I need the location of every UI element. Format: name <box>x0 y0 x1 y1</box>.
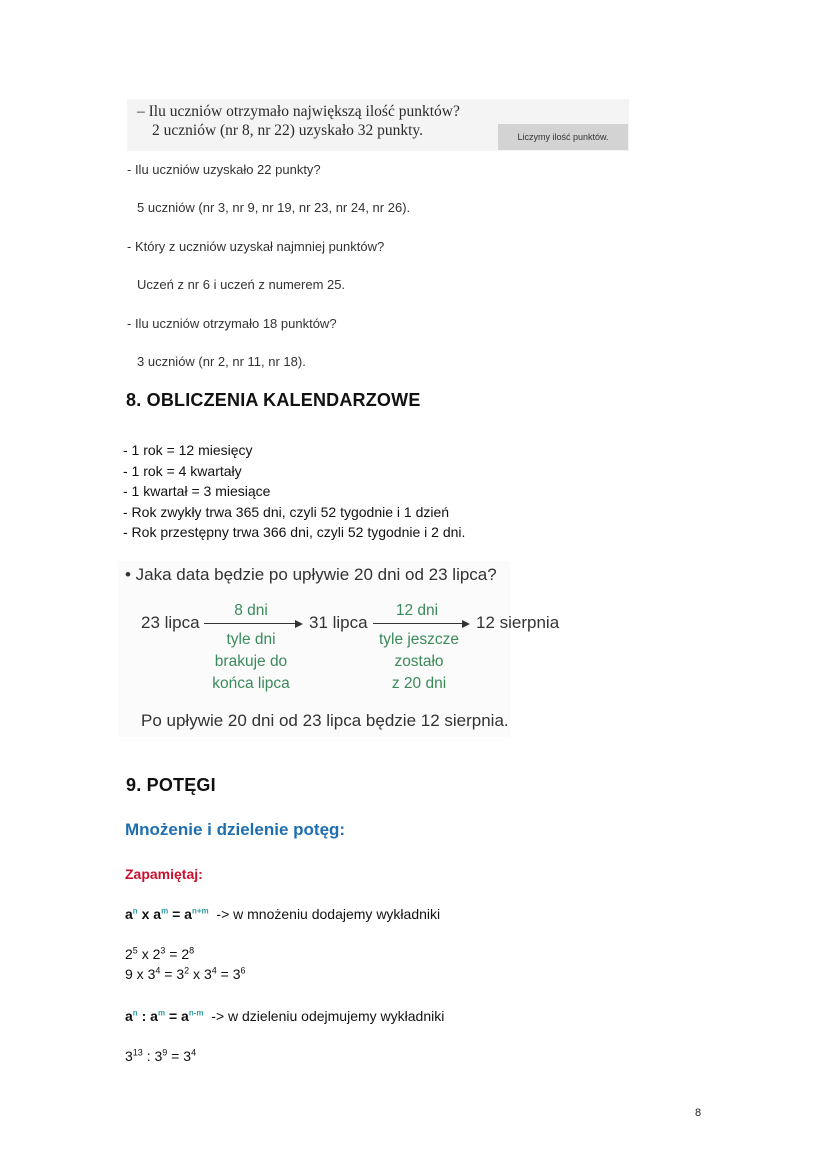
question-2: - Który z uczniów uzyskał najmniej punktów? <box>127 239 385 254</box>
question-3: - Ilu uczniów otrzymało 18 punktów? <box>127 316 337 331</box>
page-number: 8 <box>695 1107 702 1119</box>
rule-item: - 1 kwartał = 3 miesiące <box>123 483 271 499</box>
division-example: $3^{13}$ : $3^9 = 3^4$ <box>125 1047 197 1064</box>
example-answer: Po upływie 20 dni od 23 lipca będzie 12 sierpnia. <box>141 711 509 730</box>
arrow-2-line <box>373 623 463 624</box>
calendar-rules <box>123 440 465 543</box>
arrow-1-head <box>295 620 303 628</box>
step1-label: 8 dni <box>234 602 268 619</box>
section-9-subtitle: Mnożenie i dzielenie potęg: <box>125 820 346 839</box>
multiplication-example-1: $2^5$ x $2^3 = 2^8$ <box>125 945 195 962</box>
answer-2: Uczeń z nr 6 i uczeń z numerem 25. <box>137 277 346 292</box>
step1-note: tyle dni brakuje do końca lipca <box>212 631 290 692</box>
step2-label: 12 dni <box>395 602 439 619</box>
rule-item: - 1 rok = 4 kwartały <box>123 462 242 479</box>
remember-label: Zapamiętaj: <box>125 866 203 882</box>
rule-item: - 1 rok = 12 miesięcy <box>123 442 253 458</box>
answer-1: 5 uczniów (nr 3, nr 9, nr 19, nr 23, nr 24, nr 26). <box>137 200 411 215</box>
start-date: 23 lipca <box>141 613 200 632</box>
question-1: - Ilu uczniów uzyskało 22 punkty? <box>127 162 321 177</box>
end-date: 12 sierpnia <box>476 613 560 632</box>
answer-3: 3 uczniów (nr 2, nr 11, nr 18). <box>137 354 306 369</box>
multiplication-rule: $a^n$ x $a^m = a^{n+m} -> w$ mnożeniu dodajemy wykładniki <box>125 906 441 922</box>
section-9-title: 9. POTĘGI <box>126 775 216 795</box>
scan-note: Liczymy ilość punktów. <box>498 124 628 150</box>
rule-item: - Rok zwykły trwa 365 dni, czyli 52 tygodnie i 1 dzień <box>123 503 450 520</box>
section-8-title: 8. OBLICZENIA KALENDARZOWE <box>126 390 421 410</box>
arrow-2-head <box>462 620 470 628</box>
arrow-1-line <box>204 623 296 624</box>
step2-note: tyle jeszcze zostało z 20 dni <box>378 631 460 692</box>
mid-date: 31 lipca <box>309 613 368 632</box>
rule-item: - Rok przestępny trwa 366 dni, czyli 52 tygodnie i 2 dni. <box>123 524 466 540</box>
multiplication-example-2: 9 x $3^4 = 3^2$ x $3^4 = 3^6$ <box>125 965 246 982</box>
scan-question: – Ilu uczniów otrzymało największą ilość punktów? <box>137 103 460 120</box>
scan-answer: 2 uczniów (nr 8, nr 22) uzyskało 32 punkty. <box>152 122 424 139</box>
example-question: • Jaka data będzie po upływie 20 dni od 23 lipca? <box>125 565 497 584</box>
division-rule: $a^n$ : $a^m = a^{n-m} -> w$ dzieleniu odejmujemy wykładniki <box>125 1008 445 1024</box>
